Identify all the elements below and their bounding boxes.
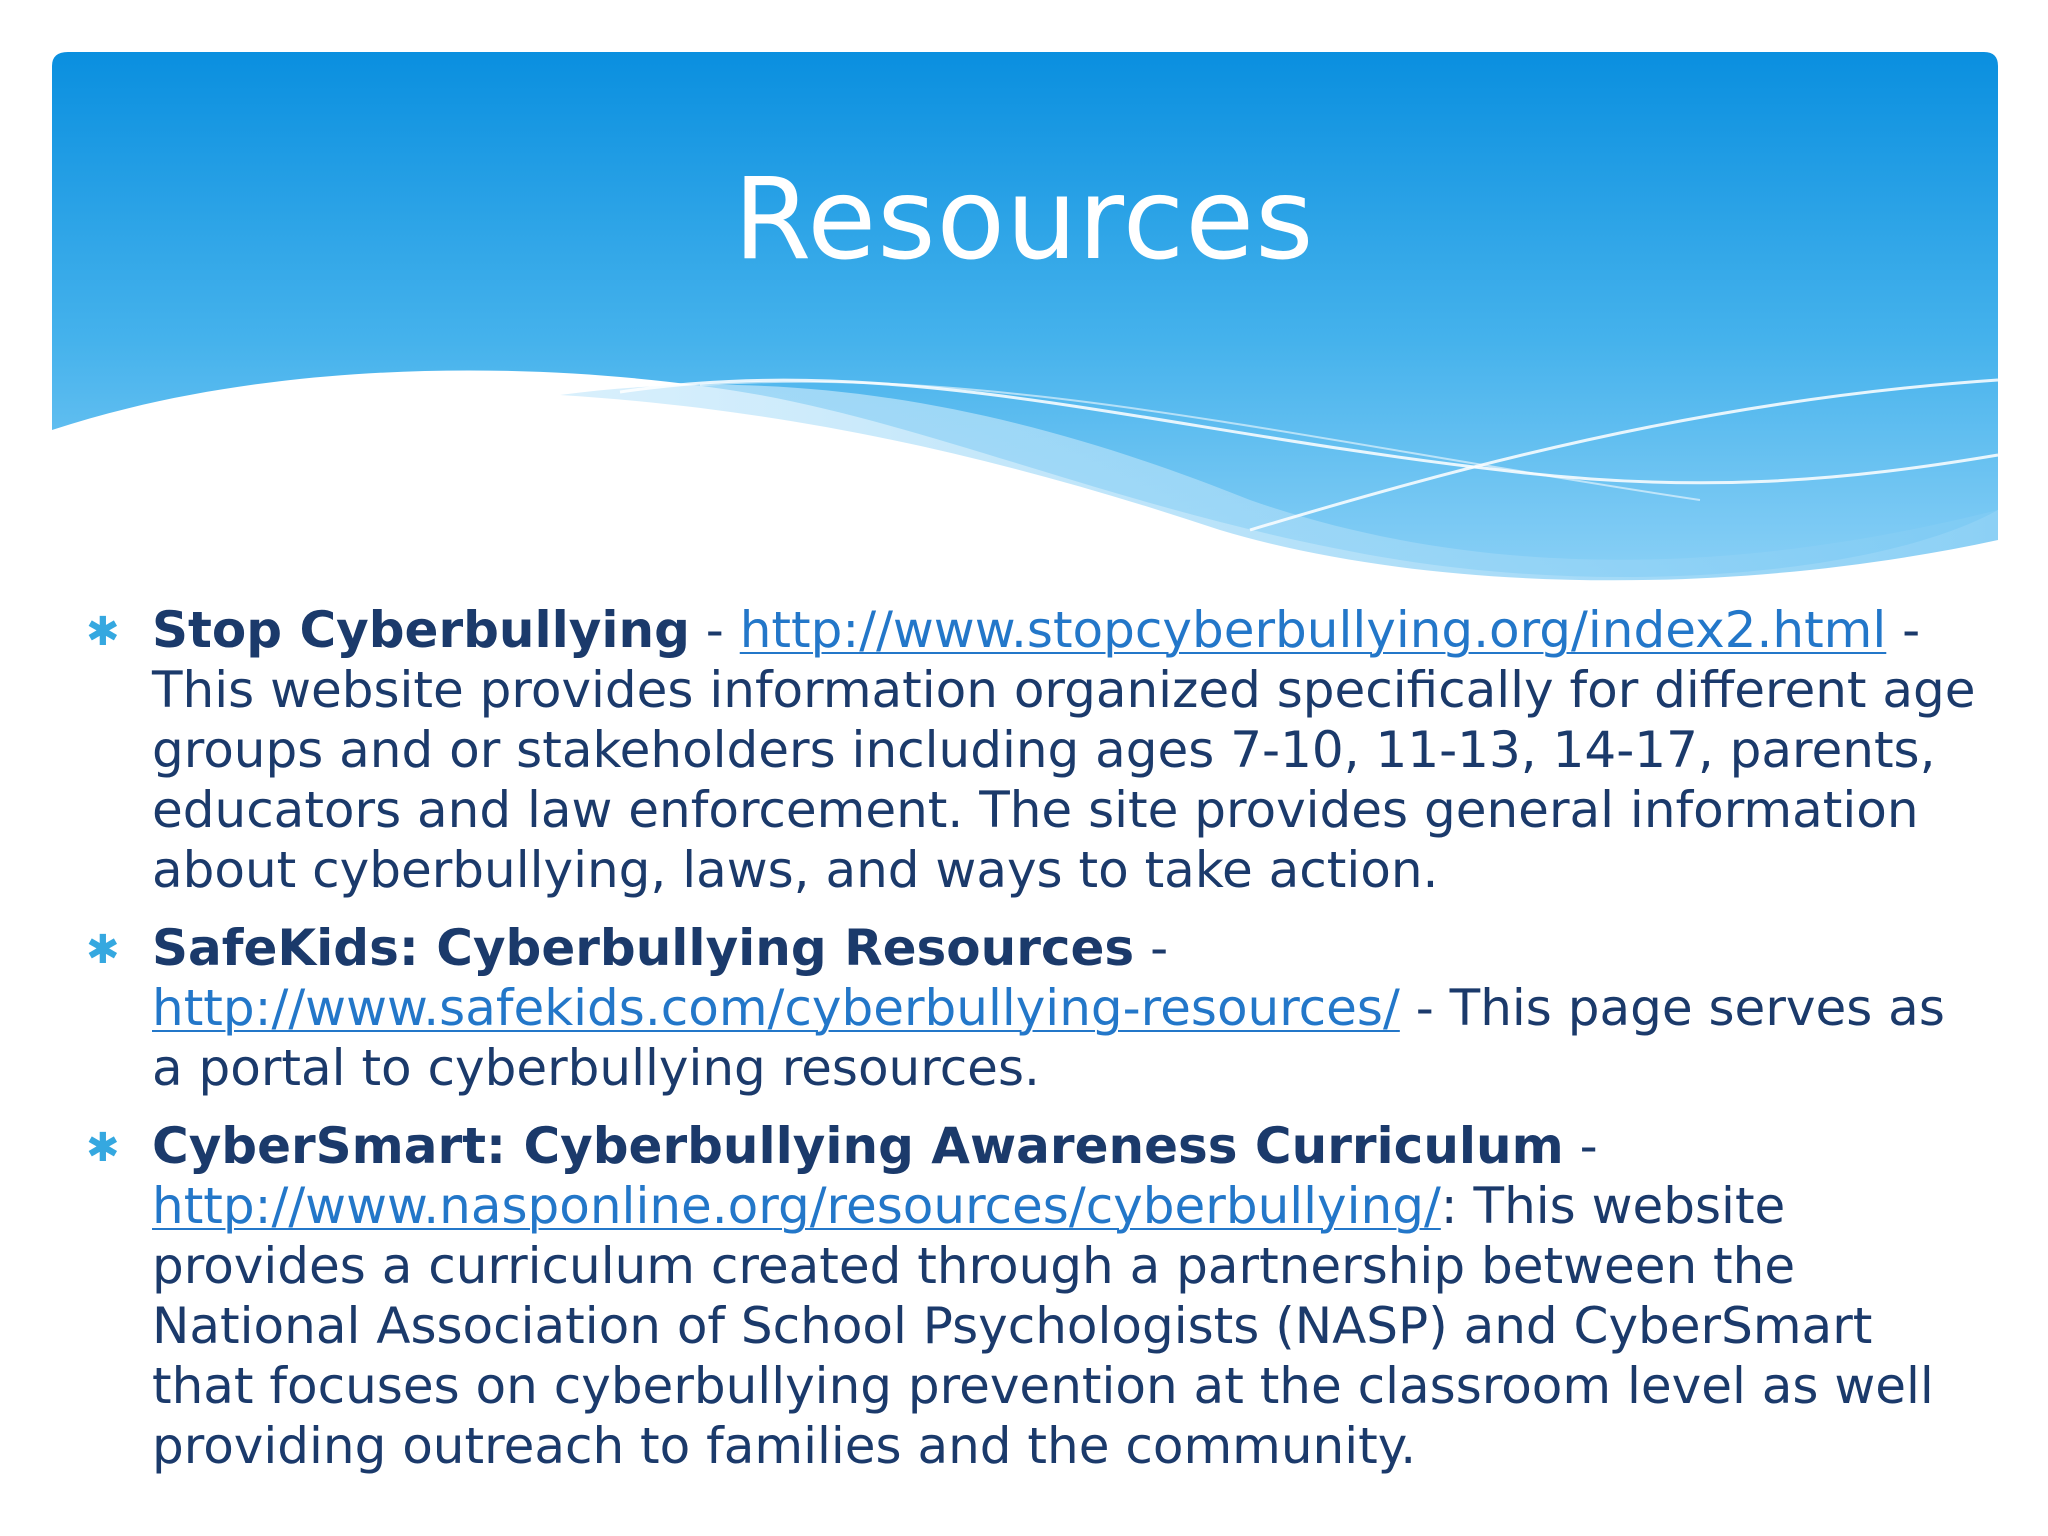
resource-link[interactable]: http://www.stopcyberbullying.org/index2.html bbox=[739, 601, 1887, 659]
asterisk-bullet-icon: ✱ bbox=[86, 1125, 120, 1171]
asterisk-bullet-icon: ✱ bbox=[86, 609, 120, 655]
separator: - bbox=[1134, 919, 1169, 977]
resource-link[interactable]: http://www.safekids.com/cyberbullying-resources/ bbox=[152, 979, 1400, 1037]
resource-name: CyberSmart: Cyberbullying Awareness Curriculum bbox=[152, 1117, 1564, 1175]
list-item bbox=[80, 918, 1980, 1098]
separator: - bbox=[1399, 979, 1450, 1037]
list-item bbox=[80, 600, 1980, 900]
separator: - bbox=[1886, 601, 1921, 659]
list-item bbox=[80, 1116, 1980, 1476]
resource-link[interactable]: http://www.nasponline.org/resources/cyberbullying/ bbox=[152, 1177, 1441, 1235]
header-wave-background bbox=[0, 0, 2048, 600]
resource-description: This website provides a curriculum created through a partnership between the National Association of School Psychologists (NASP) and CyberSmart that focuses on cyberbullying prevention at the classroom level as well providing outreach to families and the community. bbox=[152, 1177, 1934, 1475]
resource-description: This page serves as a portal to cyberbullying resources. bbox=[152, 979, 1945, 1097]
resource-description: This website provides information organized specifically for different age groups and or stakeholders including ages 7-10, 11-13, 14-17, parents, educators and law enforcement. The site provides general information about cyberbullying, laws, and ways to take action. bbox=[152, 661, 1976, 899]
separator: : bbox=[1440, 1177, 1474, 1235]
separator: - bbox=[689, 601, 740, 659]
slide-title: Resources bbox=[733, 155, 1315, 285]
resource-name: SafeKids: Cyberbullying Resources bbox=[152, 919, 1135, 977]
separator: - bbox=[1563, 1117, 1598, 1175]
resource-name: Stop Cyberbullying bbox=[152, 601, 690, 659]
resource-list bbox=[80, 600, 1980, 1494]
asterisk-bullet-icon: ✱ bbox=[86, 927, 120, 973]
